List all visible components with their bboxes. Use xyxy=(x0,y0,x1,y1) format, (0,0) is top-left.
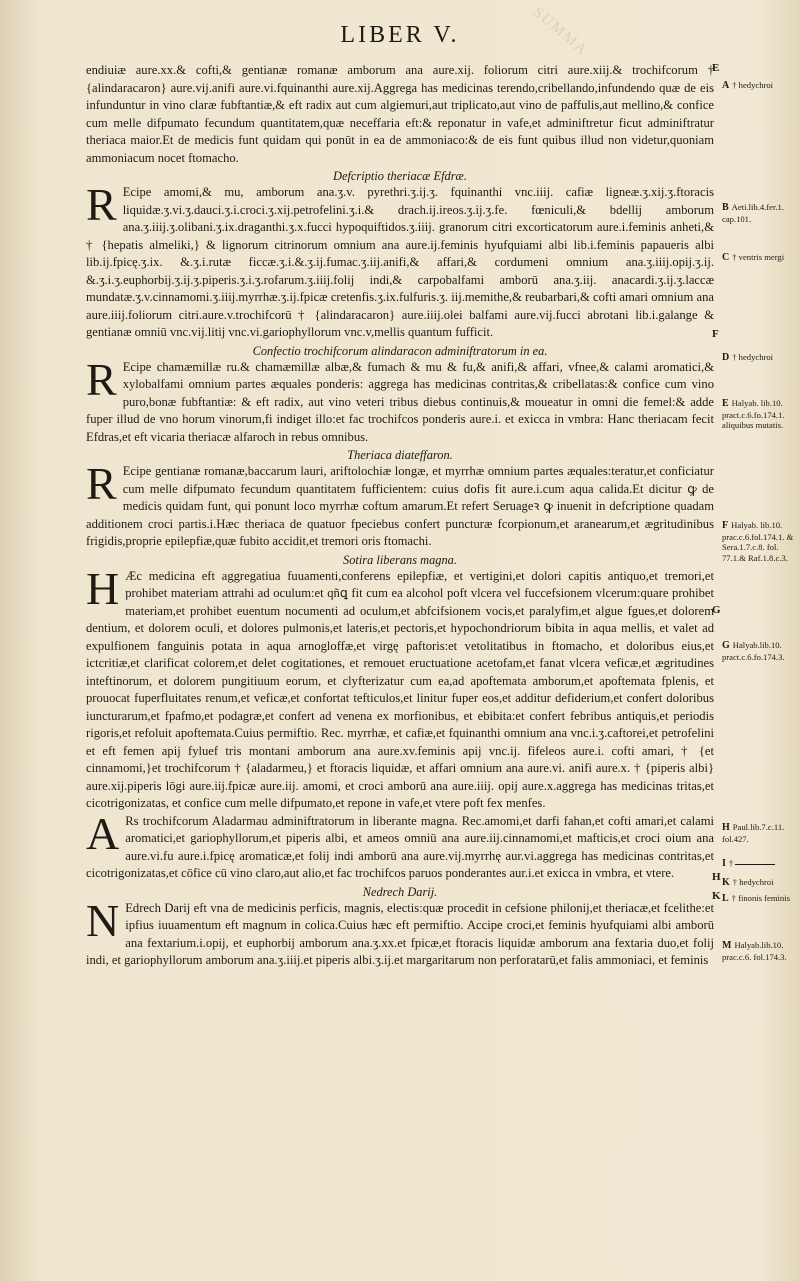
main-text-column xyxy=(86,62,714,970)
running-head: LIBER V. xyxy=(340,22,460,48)
gutter-letter: H xyxy=(712,871,721,883)
paragraph-text: Edrech Darij eft vna de medicinis perficis, magnis, electis:quæ procedit in cefsione philonij,et theriacæ,et fcelithe:et ipfius iuuamentum eft magnum in colica.Cuius hæc eft permiftio. Accipe croci,et feminis hyufquiami albi amborū ana fextarium.i.opij, et euphorbij amborum ana.ʒ.xx.et fpicæ,et ftoracis liquidæ amborum ana fextaria duo,et folij indi, et gariophyllorum amborum ana.ʒ.iiij.et piperis albi.ʒ.ij.et margaritarum non perforatarū,et falis ammoniaci, et feminis xyxy=(86,900,714,967)
margin-note xyxy=(722,822,798,844)
margin-note-text: † hedychroi xyxy=(732,80,774,90)
margin-note-letter: G xyxy=(722,640,730,651)
margin-note-text: † finonis feminis xyxy=(731,893,790,903)
margin-note xyxy=(722,352,798,364)
margin-note-letter: E xyxy=(722,398,729,409)
recipe-esdrae xyxy=(86,179,714,342)
margin-note xyxy=(722,640,798,662)
section-heading-theriaca-esdrae: Defcriptio theriacæ Efdræ. xyxy=(333,169,467,183)
margin-note-letter: M xyxy=(722,940,732,951)
margin-note-text: Halyab.lib.10. prac.c.6. fol.174.3. xyxy=(722,940,787,962)
gutter-letter: G xyxy=(712,604,721,616)
drop-cap: N xyxy=(86,894,120,946)
drop-cap: H xyxy=(86,562,120,614)
gutter-letter: E xyxy=(712,62,720,74)
margin-note-text: Aeti.lib.4.fer.1. cap.101. xyxy=(722,202,784,224)
paragraph-text: Æc medicina eft aggregatiua fuuamenti,conferens epilepfiæ, et vertigini,et dolori capitis antiquo,et tremori,et prohibet materiam attrahi ad oculum:et qñꝗ fit cum ea alcohol poft vlcera vel fuccefsionem vlcerum:quare prohibet materiam,et prohibet euentum nocumenti ad oculum,et abfcifsionem vocis,et paralyfim,et algue fgues,et dolorem dentium, et dolorem oculi, et dolores pulmonis,et lateris,et pectoris,et hypochondriorum bibita in aqua mellis, et valet ad expulfionem fanguinis potata in aqua arnogloffæ,et virgę paftoris:et vetolitatibus in ftomacho, et doloribus eius,et ictcritiæ,et clarificat colorem,et delet cogitationes, et remouet eructuatione acetofam,et fanat vlcera veficæ,et ægritudines inteftinorum, et dolorem pungitiuum eorum, et clyfterizatur cum ea,ad apoftemata amborum,et apoftemata fplenis, et prouocat fuperfluitates renum,et veficæ,et confortat tefticulos,et linitur fuper eos,et additur defiderium,et confert doloribus iuncturarum,et fpafmo,et podagræ,et confert ad venena ex morfionibus, et ebibita:et confert febribus antiquis,et periodis rigoris,et refoluit apoftemata.Cuius permiftio. Rec. myrrhæ, et cafiæ,et fquinanthi omnium ana vnc.i.ʒ.caftorei,et petrofelini et eft femen apij fyluef tris montani amborum ana aure.xv.feminis apij vnc.ij. fifeleos aure.i. cofti amari, † {et cinnamomi,}et trochifcorum † {aladarmeu,} et ftoracis liquidæ, et affari omnium ana aure.vi. anifi aure.x. † {piperis albi} aure.xij.piperis lōgi aure.iij.fpicæ aure.iij. amomi, et croci amborū ana aure.iiij. opij aure.x.aggrega has medicinas tritas,et cicotrigonizatas, et confice cum melle difpumato,et repone in vafe,et vtere poft fex menfes. xyxy=(86,568,714,810)
recipe-alindaracon xyxy=(86,353,714,447)
drop-cap: A xyxy=(86,807,120,859)
margin-note-text: † hedychroi xyxy=(732,877,774,887)
margin-note xyxy=(722,520,798,563)
margin-note-letter: K xyxy=(722,877,730,888)
recipe-sotira xyxy=(86,562,714,813)
margin-note xyxy=(722,252,798,264)
margin-note-letter: D xyxy=(722,352,730,363)
margin-note-text: † xyxy=(728,858,734,868)
margin-note-letter: F xyxy=(722,520,729,531)
margin-note-text: Halyab.lib.10. pract.c.6.fo.174.3. xyxy=(722,640,785,662)
paragraph-text: Rs trochifcorum Aladarmau adminiftratorum in liberante magna. Rec.amomi,et darfi fahan,et cofti amari,et calami aromatici,et gariophyllorum,et piperis albi, et ameos omniū ana aure.iij.cinnamomi,et mafticis,et croci oium ana aure.vi.fu aure.i.fpicę aromaticæ,et folij indi amborū ana aure.vij.myrrhę aur.vi.aggrega has medicinas contritas,et cicotrigonizatas,et cōfice cū vino claro,aut alio,et fac trochifcos paruos ponderantes aur.i.et exicca in vmbra, et vtere. xyxy=(86,813,714,880)
recipe-diatessaron xyxy=(86,458,714,551)
margin-note xyxy=(722,940,798,962)
margin-note xyxy=(722,80,798,92)
margin-note-text: Halyab. lib.10. pract.c.6.fo.174.1. aliquibus mutatis. xyxy=(722,398,785,430)
section-heading-sotira: Sotira liberans magna. xyxy=(343,552,457,567)
margin-note xyxy=(722,398,798,431)
watermark: SUMMA xyxy=(529,4,592,60)
section-heading-diatessaron: Theriaca diateffaron. xyxy=(347,448,453,462)
recipe-aladarmau xyxy=(86,807,714,883)
drop-cap: R xyxy=(86,458,117,509)
paragraph-continuation: endiuiæ aure.xx.& cofti,& gentianæ romanæ amborum ana aure.xij. foliorum citri aure.xiij.& trochifcorum † {alindaracaron} aure.vij.anifi aure.vi.fquinanthi aure.xij.Aggrega has medicinas terendo,cribellando,infundendo quæ de eis infunduntur in vino claræ fubftantiæ,& eft radix aut cum algiemuri,aut triplicato,aut vino de paffulis,aut mellino,& confice cum melle difpumato fecundum quantitatem,quæ neceffaria eft:& reponatur in vafe,et adminiftretur ficut adminiftratur theriaca maior.Et de medicis funt quidam qui ponūt in ea de ammoniaco:& de eis funt quibus illud non videtur,quoniam ammoniacum nocet ftomacho. xyxy=(86,63,714,165)
drop-cap: R xyxy=(86,179,117,230)
margin-note-letter: C xyxy=(722,252,730,263)
margin-note-text: Halyab. lib.10. prac.c.6.fol.174.1. & Sera.1.7.c.8. fol. 77.1.& Raf.1.8.c.3. xyxy=(722,520,794,563)
margin-note-letter: H xyxy=(722,822,730,833)
drop-cap: R xyxy=(86,353,117,405)
margin-note xyxy=(722,202,798,224)
margin-note-letter: L xyxy=(722,893,729,904)
margin-note xyxy=(722,893,798,905)
margin-note-text: † hedychroi xyxy=(732,352,774,362)
paragraph-text: Ecipe gentianæ romanæ,baccarum lauri, ariftolochiæ longæ, et myrrhæ omnium partes æquales:teratur,et conficiatur cum melle difpumato fecundum quantitatem fufficientem: cuius dofis fit aure.i.cum aqua calida.Et dicitur ꝙ de medicis quidam funt, qui ponunt loco myrrhæ coftum amarum.Et refert Seruageꝛ ꝙ inuenit in defcriptione quadam additionem croci partis.i.Hæc theriaca de quatuor fpeciebus confert puncturæ fcorpionum,et aranearum,et ægritudinibus frigidis,proprie epilepfiæ,quæ fubito accidit,et tremori oris ftomachi. xyxy=(86,464,714,548)
section-heading-alindaracon: Confectio trochifcorum alindaracon adminiftratorum in ea. xyxy=(252,343,548,358)
section-heading-nedrech: Nedrech Darij. xyxy=(362,884,438,899)
margin-note-letter: B xyxy=(722,202,729,213)
margin-note-letter: I xyxy=(722,858,726,869)
margin-note-text: † ventris mergi xyxy=(732,252,785,262)
recipe-nedrech xyxy=(86,894,714,970)
paragraph-text: Ecipe chamæmillæ ru.& chamæmillæ albæ,& fumach & mu & fu,& anifi,& affari, vfnee,& calami aromatici,& xylobalfami omnium partes æquales ponderis: aggrega has medicinas contritas,& cribellatas:& confice cum vino puro,bonæ fubftantiæ: & eft radix, aut vino veteri tribus diebus continuis,& moueatur in omni die femel:& adde fuper illud de vno horum vinorum,fi indiget illo:et fac trochifcos ponderis aure.i. et exicca in vmbra: Hanc theriacam fecit Efdras,et eft vicaria theriacæ alfaroch in rebus omnibus. xyxy=(86,359,714,444)
rule-line xyxy=(735,864,775,865)
margin-note-letter: A xyxy=(722,80,730,91)
margin-note-text: Paul.lib.7.c.11. fol.427. xyxy=(722,822,785,844)
gutter-letter: F xyxy=(712,328,719,340)
paragraph-text: Ecipe amomi,& mu, amborum ana.ʒ.v. pyrethri.ʒ.ij.ʒ. fquinanthi vnc.iiij. cafiæ ligneæ.ʒ.xij.ʒ.ftoracis liquidæ.ʒ.vi.ʒ.dauci.ʒ.i.croci.ʒ.xij.petrofelini.ʒ.i.& drach.ij.ireos.ʒ.ij.ʒ.fe. fœniculi,& bdellij amborum ana.ʒ.iiij.ʒ.olibani.ʒ.ix.draganthi.ʒ.x.fucci hypoquiftidos.ʒ.iiij. granorum citri excorticatorum aure.i.feminis anheti,& † {hepatis almeliki,} & lignorum citrinorum omnium ana aure.ij.feminis hyufquiami albi lib.i.feminis papaueris albi lib.ij.fpicę.ʒ.ix. &.ʒ.i.rutæ ficcæ.ʒ.i.&.ʒ.ij.fumac.ʒ.iij.anifi,& affari,& cordumeni omnium ana.ʒ.iiij.opij.ʒ.ij. &.ʒ.i.ʒ.euphorbij.ʒ.ij.ʒ.piperis.ʒ.i.ʒ.rofarum.ʒ.iiij.folij indi,& carpobalfami amborū ana.ʒ.iij. anacardi.ʒ.ij.ʒ.laccæ mundatæ.ʒ.v.cinnamomi.ʒ.iiij.myrrhæ.ʒ.ij.fpicæ cretenfis.ʒ.ix.fulfuris.ʒ. iij.memithe,& reubarbari,& cofti amari omnium ana aure.iiij.foliorum citri.aure.v.trochifcorū † {alindaracaron} aure.iiij.olei balfami aure.vij.fucci abrotani lib.i.galange & gentianæ omniū vnc.vij.litij vnc.vi.gariophyllorum vnc.v,mellis quantum fufficit. xyxy=(86,185,714,339)
gutter-letter: K xyxy=(712,890,721,902)
margin-note xyxy=(722,858,798,870)
margin-note xyxy=(722,877,798,889)
